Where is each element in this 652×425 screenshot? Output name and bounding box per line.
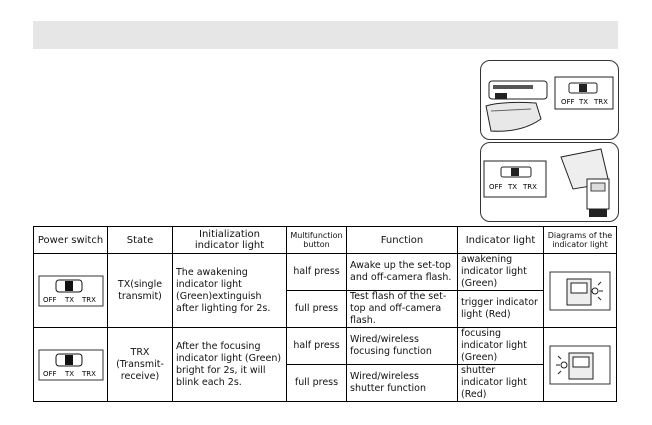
header-power-switch: Power switch — [34, 227, 108, 254]
state-trx: TRX (Transmit-receive) — [108, 328, 173, 402]
svg-text:TRX: TRX — [594, 98, 608, 106]
header-init-light: Initialization indicator light — [173, 227, 287, 254]
indicator-trx-full: shutter indicator light (Red) — [458, 365, 544, 402]
trigger-illustration — [481, 61, 618, 139]
indicator-diagram-tx — [544, 254, 617, 328]
trigger-photo — [480, 60, 619, 140]
flash-photo — [480, 142, 619, 222]
svg-text:OFF: OFF — [42, 295, 57, 304]
header-state: State — [108, 227, 173, 254]
svg-text:OFF: OFF — [42, 369, 57, 378]
press-trx-full: full press — [287, 365, 347, 402]
init-light-trx: After the focusing indicator light (Green) bright for 2s, it will blink each 2s. — [173, 328, 287, 402]
indicator-trx-half: focusing indicator light (Green) — [458, 328, 544, 365]
state-tx: TX(single transmit) — [108, 254, 173, 328]
indicator-diagram-trx — [544, 328, 617, 402]
table-header-row — [34, 227, 617, 254]
svg-text:TRX: TRX — [523, 183, 537, 191]
mode-table — [33, 226, 617, 402]
header-function: Function — [347, 227, 458, 254]
header-multifunction: Multifunction button — [287, 227, 347, 254]
svg-text:OFF: OFF — [489, 183, 503, 191]
svg-text:TRX: TRX — [81, 369, 96, 378]
table-row — [34, 328, 617, 365]
header-indicator: Indicator light — [458, 227, 544, 254]
init-light-tx: The awakening indicator light (Green)extinguish after lighting for 2s. — [173, 254, 287, 328]
function-trx-full: Wired/wireless shutter function — [347, 365, 458, 402]
svg-text:TX: TX — [579, 98, 589, 106]
svg-text:TX: TX — [508, 183, 518, 191]
svg-text:OFF: OFF — [561, 98, 575, 106]
flash-illustration — [481, 143, 618, 221]
function-trx-half: Wired/wireless focusing function — [347, 328, 458, 365]
svg-text:TX: TX — [64, 369, 74, 378]
header-diagrams: Diagrams of the indicator light — [544, 227, 617, 254]
svg-text:TX: TX — [64, 295, 74, 304]
press-tx-half: half press — [287, 254, 347, 291]
svg-text:TRX: TRX — [81, 295, 96, 304]
switch-diagram-trx — [34, 328, 108, 402]
indicator-tx-full: trigger indicator light (Red) — [458, 291, 544, 328]
switch-diagram-tx — [34, 254, 108, 328]
press-tx-full: full press — [287, 291, 347, 328]
indicator-tx-half: awakening indicator light (Green) — [458, 254, 544, 291]
indicator-light-icon — [549, 271, 611, 311]
function-tx-half: Awake up the set-top and off-camera flash. — [347, 254, 458, 291]
press-trx-half: half press — [287, 328, 347, 365]
section-header-bar — [33, 21, 618, 49]
indicator-light-icon — [549, 345, 611, 385]
table-row — [34, 254, 617, 291]
function-tx-full: Test flash of the set-top and off-camera flash. — [347, 291, 458, 328]
